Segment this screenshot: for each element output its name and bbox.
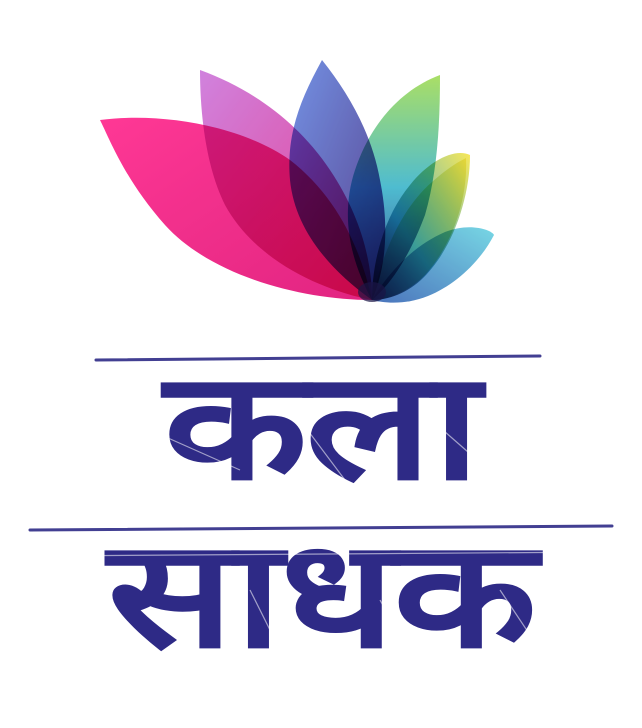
lotus-core <box>358 282 386 302</box>
logo-word-sadhak: साधक <box>107 508 535 682</box>
logo-word-kala: कला <box>163 340 479 514</box>
